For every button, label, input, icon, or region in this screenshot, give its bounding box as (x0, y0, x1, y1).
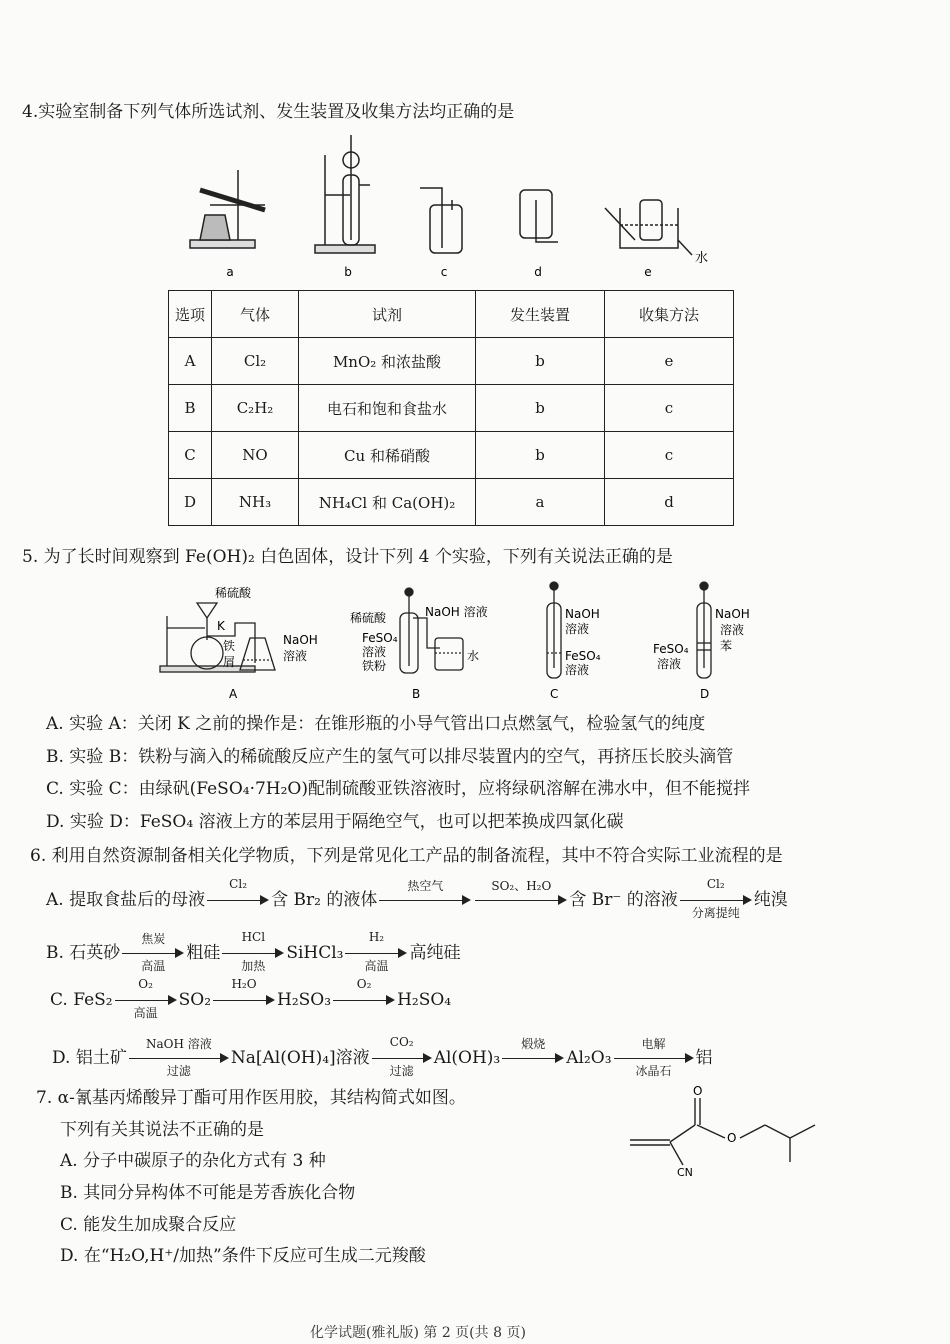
q5-option-b: B. 实验 B：铁粉与滴入的稀硫酸反应产生的氢气可以排尽装置内的空气，再挤压长胶头滴管 (46, 747, 734, 767)
table-row: D NH₃ NH₄Cl 和 Ca(OH)₂ a d (169, 479, 734, 526)
q4-stem: 4.实验室制备下列气体所选试剂、发生装置及收集方法均正确的是 (22, 102, 515, 122)
label-c: c (440, 265, 448, 279)
table-header-row (169, 291, 734, 338)
svg-text:溶液: 溶液 (720, 623, 745, 637)
q6-stem: 6. 利用自然资源制备相关化学物质，下列是常见化工产品的制备流程，其中不符合实际工业流程的是 (30, 846, 783, 866)
table-row: C NO Cu 和稀硝酸 b c (169, 432, 734, 479)
q6-flow-b: B. 石英砂 焦炭 高温 粗硅 HCl 加热 SiHCl₃ H₂ 高温 高纯硅 (46, 929, 461, 973)
svg-text:水: 水 (467, 649, 480, 663)
q6-flow-d: D. 铝土矿 NaOH 溶液 过滤 Na[Al(OH)₄]溶液 CO₂ 过滤 Al(OH)₃ 煅烧 Al₂O₃ 电解 冰晶石 铝 (52, 1034, 713, 1078)
th-generator: 发生装置 (476, 291, 605, 338)
label-b: b (344, 265, 352, 279)
label-d: d (534, 265, 542, 279)
svg-text:C: C (550, 687, 559, 701)
q6-flow-c: C. FeS₂ O₂ 高温 SO₂ H₂O H₂SO₃ O₂ H₂SO₄ (50, 976, 452, 1020)
q5-option-d: D. 实验 D：FeSO₄ 溶液上方的苯层用于隔绝空气，也可以把苯换成四氯化碳 (46, 812, 624, 832)
svg-text:溶液: 溶液 (283, 649, 308, 663)
q5-experiment-figure (155, 578, 775, 703)
svg-text:铁: 铁 (223, 639, 236, 653)
svg-text:NaOH 溶液: NaOH 溶液 (425, 605, 488, 619)
th-option: 选项 (169, 291, 212, 338)
svg-text:K: K (217, 619, 225, 633)
q5-option-a: A. 实验 A：关闭 K 之前的操作是：在锥形瓶的小导气管出口点燃氢气，检验氢气的纯度 (46, 714, 706, 734)
q7-option-a: A. 分子中碳原子的杂化方式有 3 种 (60, 1151, 326, 1171)
th-reagent: 试剂 (299, 291, 476, 338)
svg-text:溶液: 溶液 (657, 657, 682, 671)
q7-option-c: C. 能发生加成聚合反应 (60, 1215, 237, 1235)
q4-table (168, 290, 734, 526)
svg-text:D: D (700, 687, 710, 701)
q7-stem: 7. α-氰基丙烯酸异丁酯可用作医用胶，其结构简式如图。 (36, 1088, 466, 1108)
svg-text:FeSO₄: FeSO₄ (362, 631, 398, 645)
th-collect: 收集方法 (605, 291, 734, 338)
q5-stem: 5. 为了长时间观察到 Fe(OH)₂ 白色固体，设计下列 4 个实验，下列有关说法正确的是 (22, 547, 673, 567)
svg-text:稀硫酸: 稀硫酸 (350, 611, 387, 625)
svg-text:B: B (412, 687, 421, 701)
q5-option-c: C. 实验 C：由绿矾(FeSO₄·7H₂O)配制硫酸亚铁溶液时，应将绿矾溶解在沸水中，但不能搅拌 (46, 779, 751, 799)
svg-text:CN: CN (677, 1166, 693, 1179)
svg-text:A: A (229, 687, 238, 701)
label-e: e (644, 265, 652, 279)
q7-option-b: B. 其同分异构体不可能是芳香族化合物 (60, 1183, 356, 1203)
svg-text:FeSO₄: FeSO₄ (565, 649, 601, 663)
label-a: a (226, 265, 234, 279)
apparatus-e (605, 200, 692, 255)
svg-text:NaOH: NaOH (565, 607, 600, 621)
svg-text:FeSO₄: FeSO₄ (653, 642, 689, 656)
q7-option-d: D. 在“H₂O,H⁺/加热”条件下反应可生成二元羧酸 (60, 1246, 426, 1266)
apparatus-b (315, 135, 375, 253)
q7-structure (625, 1080, 825, 1180)
svg-text:溶液: 溶液 (565, 663, 590, 677)
svg-text:稀硫酸: 稀硫酸 (215, 586, 252, 600)
svg-text:NaOH: NaOH (283, 633, 318, 647)
svg-text:O: O (727, 1131, 737, 1145)
table-row: B C₂H₂ 电石和饱和食盐水 b c (169, 385, 734, 432)
svg-text:溶液: 溶液 (565, 622, 590, 636)
svg-text:O: O (693, 1084, 703, 1098)
svg-text:屑: 屑 (223, 655, 236, 669)
apparatus-a (190, 170, 265, 248)
q4-apparatus-figure (180, 130, 740, 285)
page-footer: 化学试题(雅礼版) 第 2 页(共 8 页) (310, 1325, 526, 1341)
label-water: 水 (695, 251, 709, 266)
q7-sub: 下列有关其说法不正确的是 (60, 1120, 264, 1140)
apparatus-d (520, 190, 558, 242)
q6-flow-a: A. 提取食盐后的母液 Cl₂ 含 Br₂ 的液体 热空气 SO₂、H₂O 含 Br⁻ 的溶液 Cl₂ 分离提纯 纯溴 (46, 876, 788, 920)
table-row: A Cl₂ MnO₂ 和浓盐酸 b e (169, 338, 734, 385)
svg-text:苯: 苯 (720, 639, 733, 653)
svg-text:溶液: 溶液 (362, 645, 387, 659)
apparatus-c (420, 188, 462, 253)
svg-text:NaOH: NaOH (715, 607, 750, 621)
th-gas: 气体 (212, 291, 299, 338)
svg-text:铁粉: 铁粉 (362, 659, 387, 673)
